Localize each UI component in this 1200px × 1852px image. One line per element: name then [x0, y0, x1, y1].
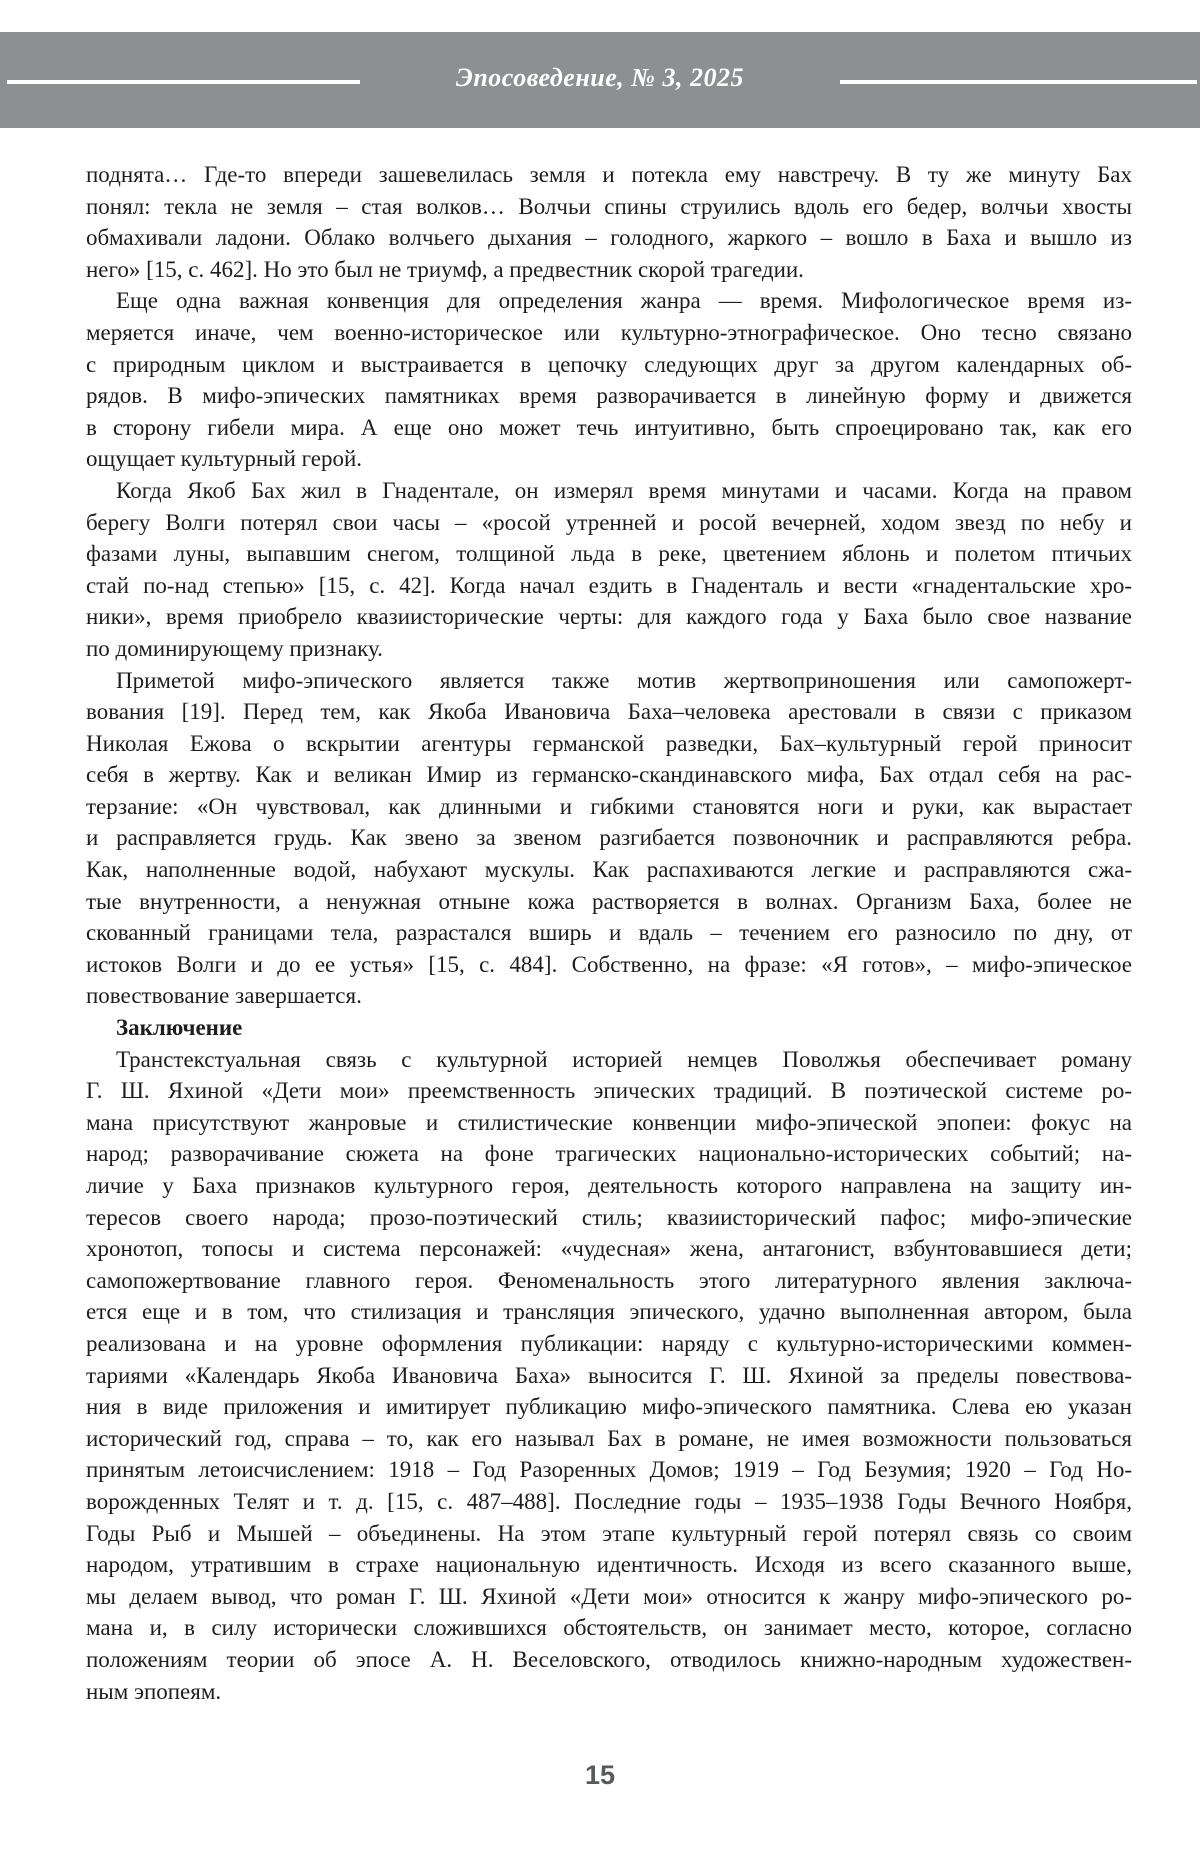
text-line: обмахивали ладони. Облако волчьего дыхания – голодного, жаркого – вошло в Баха и вышло из	[86, 225, 1132, 251]
text-line: личие у Баха признаков культурного героя, деятельность которого направлена на защиту ин-	[86, 1173, 1132, 1198]
text-line: ным эпопеям.	[86, 1678, 222, 1704]
text-line: себя в жертву. Как и великан Имир из германско-скандинавского мифа, Бах отдал себя на рас-	[86, 762, 1132, 788]
text-line: стай по-над степью» [15, с. 42]. Когда начал ездить в Гнаденталь и вести «гнадентальские хро-	[86, 572, 1132, 598]
paragraph	[86, 285, 1132, 475]
text-line: реализована и на уровне оформления публикации: наряду с культурно-историческими коммен-	[86, 1330, 1132, 1356]
paragraph	[86, 1044, 1132, 1707]
text-line: мана присутствуют жанровые и стилистические конвенции мифо-эпической эпопеи: фокус на	[86, 1109, 1132, 1135]
text-line: ния в виде приложения и имитирует публикацию мифо-эпического памятника. Слева ею указан	[86, 1394, 1132, 1420]
text-line: по доминирующему признаку.	[86, 635, 383, 661]
text-line: самопожертвование главного героя. Феноменальность этого литературного явления заключа-	[86, 1267, 1132, 1293]
section-heading	[86, 1012, 1132, 1044]
text-line: ощущает культурный герой.	[86, 446, 363, 472]
article-text	[86, 159, 1132, 1707]
text-line: в сторону гибели мира. А еще оно может течь интуитивно, быть спроецировано так, как его	[86, 414, 1132, 440]
text-line: него» [15, с. 462]. Но это был не триумф, а предвестник скорой трагедии.	[86, 256, 804, 282]
text-line: поднята… Где-то впереди зашевелилась земля и потекла ему навстречу. В ту же минуту Бах	[86, 162, 1132, 187]
text-line: ется еще и в том, что стилизация и трансляция эпического, удачно выполненная автором, была	[86, 1299, 1132, 1325]
journal-header-banner	[0, 32, 1200, 128]
text-line: терзание: «Он чувствовал, как длинными и гибкими становятся ноги и руки, как вырастает	[86, 793, 1132, 819]
text-line: Приметой мифо-эпического является также мотив жертвоприношения или самопожерт-	[116, 667, 1132, 693]
text-line: понял: текла не земля – стая волков… Волчьи спины струились вдоль его бедер, волчьи хвосты	[86, 193, 1132, 219]
text-line: Николая Ежова о вскрытии агентуры германской разведки, Бах–культурный герой приносит	[86, 730, 1132, 756]
text-line: исторический год, справа – то, как его называл Бах в романе, не имея возможности пользоваться	[86, 1425, 1132, 1451]
text-line: Г. Ш. Яхиной «Дети мои» преемственность эпических традиций. В поэтической системе ро-	[86, 1078, 1132, 1104]
text-line: народом, утратившим в страхе национальную идентичность. Исходя из всего сказанного выше,	[86, 1552, 1132, 1578]
text-line: Когда Якоб Бах жил в Гнадентале, он измерял время минутами и часами. Когда на правом	[116, 477, 1132, 503]
text-line: тересов своего народа; прозо-поэтический стиль; квазиисторический пафос; мифо-эпические	[86, 1204, 1132, 1230]
text-line: хронотоп, топосы и система персонажей: «чудесная» жена, антагонист, взбунтовавшиеся дети;	[86, 1236, 1132, 1262]
text-line: ники», время приобрело квазиисторические черты: для каждого года у Баха было свое название	[86, 604, 1132, 630]
text-line: Транстекстуальная связь с культурной историей немцев Поволжья обеспечивает роману	[116, 1046, 1132, 1072]
page-number: 15	[584, 1760, 616, 1790]
text-line: истоков Волги и до ее устья» [15, с. 484]. Собственно, на фразе: «Я готов», – мифо-эпическое	[86, 951, 1132, 977]
text-line: положениям теории об эпосе А. Н. Веселовского, отводилось книжно-народным художествен-	[86, 1646, 1132, 1672]
paragraph	[86, 159, 1132, 285]
header-rule-right	[840, 80, 1197, 84]
paragraph	[86, 475, 1132, 665]
text-line: тые внутренности, а ненужная отныне кожа растворяется в волнах. Организм Баха, более не	[86, 888, 1132, 914]
text-line: скованный границами тела, разрастался вширь и вдаль – течением его разносило по дну, от	[86, 920, 1132, 946]
text-line: и расправляется грудь. Как звено за звеном разгибается позвоночник и расправляются ребра.	[86, 825, 1132, 851]
text-line: принятым летоисчислением: 1918 – Год Разоренных Домов; 1919 – Год Безумия; 1920 – Год Но-	[86, 1457, 1132, 1483]
text-line: меряется иначе, чем военно-историческое или культурно-этнографическое. Оно тесно связано	[86, 319, 1132, 345]
text-line: Годы Рыб и Мышей – объединены. На этом этапе культурный герой потерял связь со своим	[86, 1520, 1132, 1546]
text-line: Заключение	[116, 1015, 243, 1041]
text-line: берегу Волги потерял свои часы – «росой утренней и росой вечерней, ходом звезд по небу и	[86, 509, 1132, 535]
text-line: фазами луны, выпавшим снегом, толщиной льда в реке, цветением яблонь и полетом птичьих	[86, 541, 1132, 567]
text-line: народ; разворачивание сюжета на фоне трагических национально-исторических событий; на-	[86, 1141, 1132, 1167]
paragraph	[86, 665, 1132, 1013]
text-line: ворожденных Телят и т. д. [15, с. 487–488]. Последние годы – 1935–1938 Годы Вечного Ноября,	[86, 1488, 1132, 1514]
text-line: вования [19]. Перед тем, как Якоба Ивановича Баха–человека арестовали в связи с приказом	[86, 699, 1132, 725]
text-line: мы делаем вывод, что роман Г. Ш. Яхиной «Дети мои» относится к жанру мифо-эпического ро-	[86, 1583, 1132, 1609]
text-line: с природным циклом и выстраивается в цепочку следующих друг за другом календарных об-	[86, 351, 1132, 377]
journal-title: Эпосоведение, № 3, 2025	[455, 63, 745, 92]
text-line: тариями «Календарь Якоба Ивановича Баха» выносится Г. Ш. Яхиной за пределы повествова-	[86, 1362, 1132, 1388]
text-line: Еще одна важная конвенция для определения жанра — время. Мифологическое время из-	[116, 288, 1132, 314]
text-line: мана и, в силу исторически сложившихся обстоятельств, он занимает место, которое, согласно	[86, 1615, 1132, 1641]
text-line: Как, наполненные водой, набухают мускулы. Как распахиваются легкие и расправляются сжа-	[86, 857, 1132, 883]
text-line: рядов. В мифо-эпических памятниках время разворачивается в линейную форму и движется	[86, 383, 1132, 409]
text-line: повествование завершается.	[86, 983, 362, 1009]
